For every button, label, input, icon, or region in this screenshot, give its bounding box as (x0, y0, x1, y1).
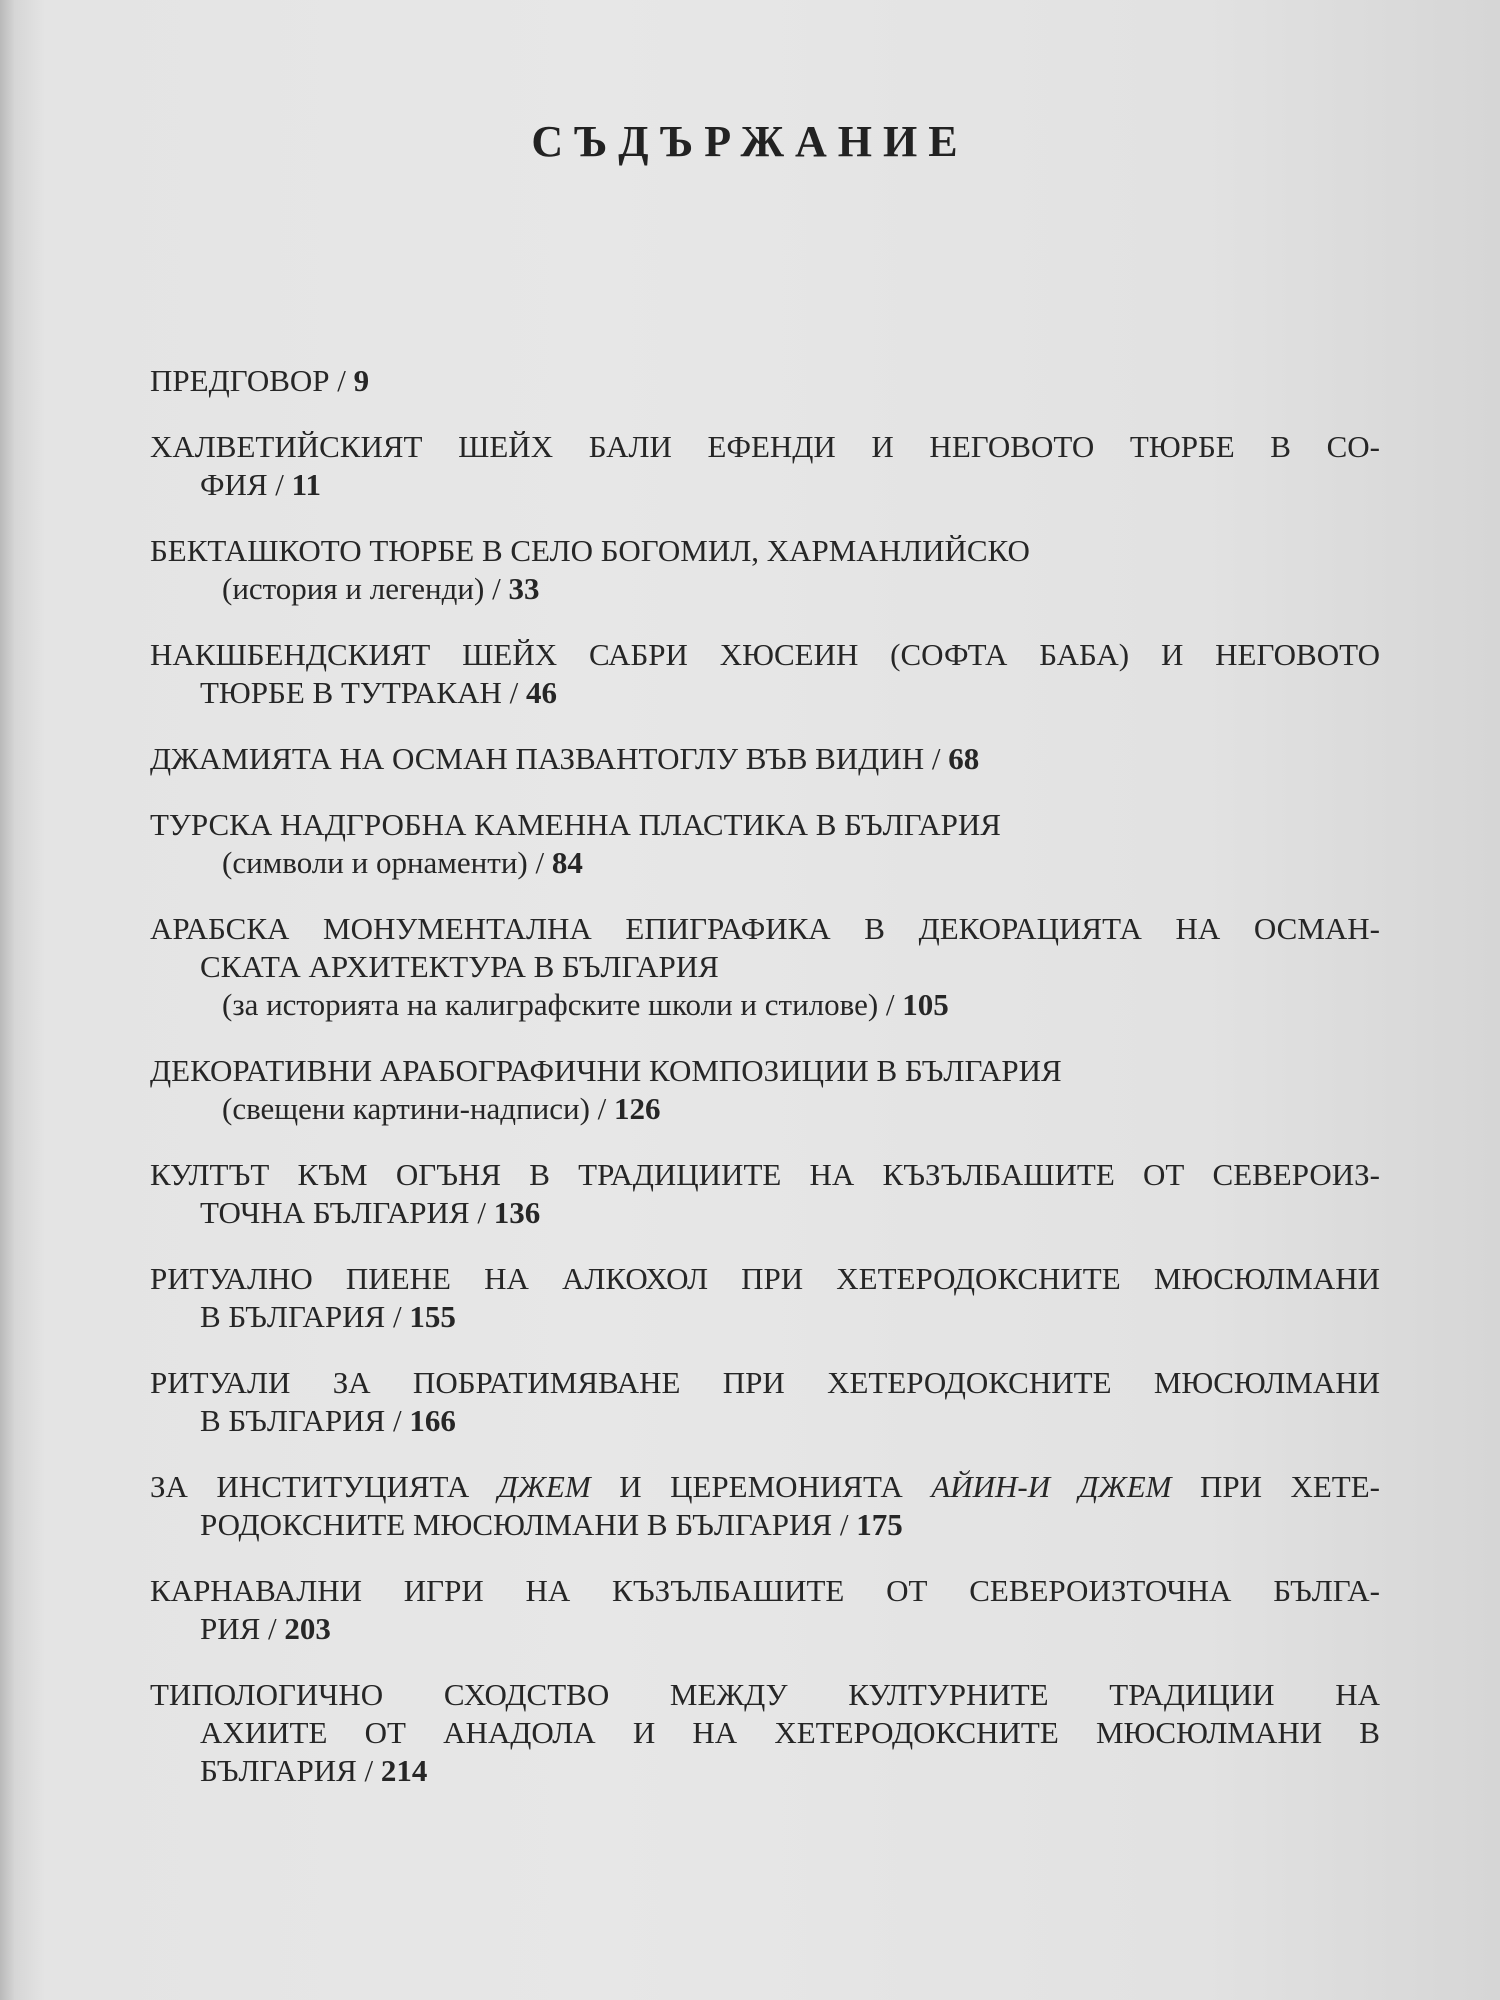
toc-title-italic: АЙИН-И ДЖЕМ (931, 1469, 1172, 1504)
toc-page-number: 46 (526, 675, 557, 710)
toc-entry (150, 1572, 1380, 1648)
toc-page-number: 84 (551, 845, 583, 880)
toc-entry-title: ТУРСКА НАДГРОБНА КАМЕННА ПЛАСТИКА В БЪЛГАРИЯ (150, 807, 1001, 842)
toc-entry-title-cont: ТОЧНА БЪЛГАРИЯ / (200, 1195, 494, 1230)
toc-entry-title-cont: В БЪЛГАРИЯ / (200, 1299, 410, 1334)
toc-entry (150, 1260, 1380, 1336)
toc-entry-title: КУЛТЪТ КЪМ ОГЪНЯ В ТРАДИЦИИТЕ НА КЪЗЪЛБАШИТЕ ОТ СЕВЕРОИЗ- (150, 1157, 1380, 1192)
table-of-contents (150, 362, 1380, 1818)
toc-entry (150, 1364, 1380, 1440)
toc-entry-title: ДЕКОРАТИВНИ АРАБОГРАФИЧНИ КОМПОЗИЦИИ В БЪЛГАРИЯ (150, 1053, 1062, 1088)
toc-entry-title: НАКШБЕНДСКИЯТ ШЕЙХ САБРИ ХЮСЕИН (СОФТА БАБА) И НЕГОВОТО (150, 637, 1380, 672)
toc-page-number: 136 (493, 1195, 541, 1230)
toc-entry (150, 1052, 1380, 1128)
toc-entry-title-cont: БЪЛГАРИЯ / (200, 1753, 381, 1788)
toc-entry (150, 740, 1380, 778)
toc-entry (150, 636, 1380, 712)
toc-page-number: 105 (902, 987, 949, 1022)
page-title: СЪДЪРЖАНИЕ (531, 117, 969, 166)
toc-entry-subtitle: (за историята на калиграфските школи и стилове) / (222, 987, 903, 1022)
toc-entry-title: ХАЛВЕТИЙСКИЯТ ШЕЙХ БАЛИ ЕФЕНДИ И НЕГОВОТО ТЮРБЕ В СО- (150, 429, 1380, 464)
toc-page-number: 175 (856, 1507, 903, 1542)
toc-page-number: 203 (284, 1611, 331, 1646)
toc-entry (150, 428, 1380, 504)
toc-entry (150, 806, 1380, 882)
toc-page-number: 126 (614, 1091, 661, 1126)
toc-title-part: ЗА ИНСТИТУЦИЯТА (150, 1469, 498, 1504)
toc-entry-title: ПРЕДГОВОР / (150, 363, 354, 398)
toc-page-number: 68 (948, 741, 980, 776)
toc-entry-title-cont: ФИЯ / (200, 467, 292, 502)
toc-page-number: 155 (409, 1299, 456, 1334)
toc-title-italic: ДЖЕМ (497, 1469, 591, 1504)
toc-page-number: 166 (409, 1403, 456, 1438)
toc-entry (150, 532, 1380, 608)
toc-entry-subtitle: (свещени картини-надписи) / (222, 1091, 615, 1126)
toc-title-part: И ЦЕРЕМОНИЯТА (590, 1469, 932, 1504)
toc-entry-title: КАРНАВАЛНИ ИГРИ НА КЪЗЪЛБАШИТЕ ОТ СЕВЕРОИЗТОЧНА БЪЛГА- (150, 1573, 1380, 1608)
toc-entry-title: БЕКТАШКОТО ТЮРБЕ В СЕЛО БОГОМИЛ, ХАРМАНЛИЙСКО (150, 533, 1030, 568)
toc-entry-title: РИТУАЛНО ПИЕНЕ НА АЛКОХОЛ ПРИ ХЕТЕРОДОКСНИТЕ МЮСЮЛМАНИ (150, 1261, 1380, 1296)
toc-entry-title: РИТУАЛИ ЗА ПОБРАТИМЯВАНЕ ПРИ ХЕТЕРОДОКСНИТЕ МЮСЮЛМАНИ (150, 1365, 1380, 1400)
toc-entry-title-cont: АХИИТЕ ОТ АНАДОЛА И НА ХЕТЕРОДОКСНИТЕ МЮСЮЛМАНИ В (200, 1715, 1380, 1750)
toc-page-number: 9 (353, 363, 370, 398)
toc-entry-title (150, 1468, 1380, 1506)
toc-entry-title: АРАБСКА МОНУМЕНТАЛНА ЕПИГРАФИКА В ДЕКОРАЦИЯТА НА ОСМАН- (150, 911, 1380, 946)
toc-entry-title-cont: РОДОКСНИТЕ МЮСЮЛМАНИ В БЪЛГАРИЯ / (200, 1507, 857, 1542)
toc-page-number: 214 (380, 1753, 428, 1788)
toc-page-number: 11 (291, 467, 321, 502)
toc-entry (150, 1156, 1380, 1232)
toc-entry-title: ТИПОЛОГИЧНО СХОДСТВО МЕЖДУ КУЛТУРНИТЕ ТРАДИЦИИ НА (150, 1677, 1380, 1712)
toc-entry (150, 1676, 1380, 1790)
toc-page-number: 33 (508, 571, 540, 606)
toc-entry-title-cont: В БЪЛГАРИЯ / (200, 1403, 410, 1438)
toc-entry-title: ДЖАМИЯТА НА ОСМАН ПАЗВАНТОГЛУ ВЪВ ВИДИН / (150, 741, 949, 776)
toc-title-part: ПРИ ХЕТЕ- (1171, 1469, 1380, 1504)
page-binding-edge (0, 0, 14, 2000)
toc-entry-subtitle: (история и легенди) / (222, 571, 509, 606)
toc-entry (150, 1468, 1380, 1544)
toc-entry-title-cont: СКАТА АРХИТЕКТУРА В БЪЛГАРИЯ (200, 949, 719, 984)
toc-entry (150, 362, 1380, 400)
toc-entry-subtitle: (символи и орнаменти) / (222, 845, 552, 880)
toc-entry (150, 910, 1380, 1024)
toc-entry-title-cont: ТЮРБЕ В ТУТРАКАН / (200, 675, 526, 710)
toc-entry-title-cont: РИЯ / (200, 1611, 285, 1646)
